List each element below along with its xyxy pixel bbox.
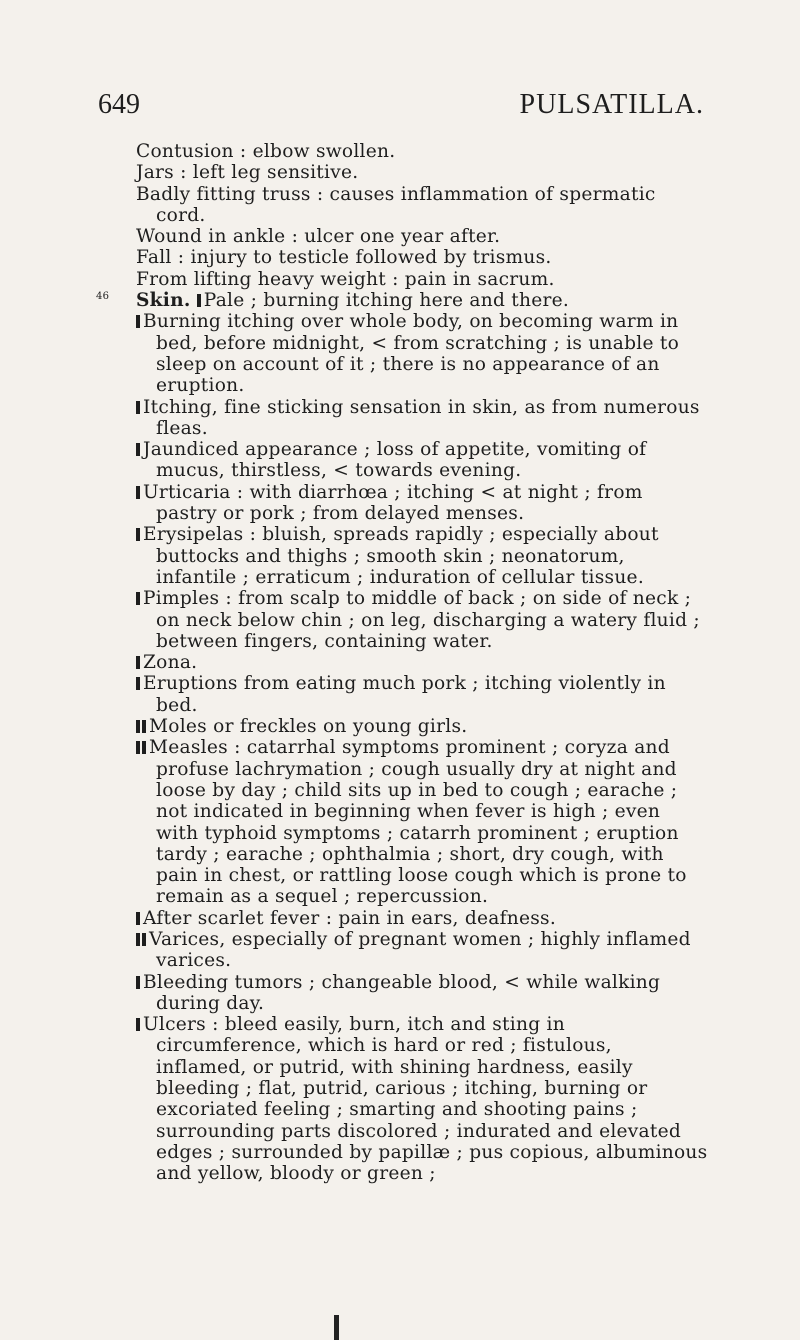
emphasis-mark — [136, 315, 140, 328]
symptom-text: Ulcers : bleed easily, burn, itch and sting in circumference, which is hard or red ; fistulous, inflamed, or putrid, with shining hardness, easily bleeding ; flat, putrid, carious ; itching, burning or excoriated feeling ; smarting and shooting pains ; surrounding parts discolored ; indurated and elevated edges ; surrounded by papillæ ; pus copious, albuminous and yellow, bloody or green ; — [143, 1014, 708, 1185]
symptom-text: Varices, especially of pregnant women ; highly inflamed varices. — [149, 928, 691, 972]
symptom-entry — [136, 716, 708, 737]
paragraph: Wound in ankle : ulcer one year after. — [136, 226, 501, 248]
paragraph: Badly fitting truss : causes inflammation of spermatic cord. — [136, 183, 656, 226]
text-body — [96, 141, 708, 1185]
emphasis-mark — [136, 443, 140, 456]
emphasis-mark — [142, 720, 146, 733]
symptom-entry — [136, 673, 708, 716]
symptom-entry — [136, 524, 708, 588]
symptom-text: Urticaria : with diarrhœa ; itching < at night ; from pastry or pork ; from delayed menses. — [143, 481, 643, 525]
symptom-text: Jaundiced appearance ; loss of appetite, vomiting of mucus, thirstless, < towards evening. — [143, 439, 647, 482]
running-title: PULSATILLA. — [519, 89, 704, 120]
emphasis-mark — [136, 486, 140, 499]
symptom-entry — [136, 588, 708, 652]
emphasis-mark — [136, 976, 140, 989]
symptom-entry — [136, 929, 708, 972]
symptom-entry — [136, 972, 708, 1015]
symptom-text: Eruptions from eating much pork ; itching violently in bed. — [143, 673, 666, 716]
symptom-text: Measles : catarrhal symptoms prominent ; coryza and profuse lachrymation ; cough usually dry at night and loose by day ; child sits up in bed to cough ; earache ; not indicated in beginning when fever is high ; even with typhoid symptoms ; catarrh prominent ; eruption tardy ; earache ; ophthalmia ; short, dry cough, with pain in chest, or rattling loose cough which is prone to remain as a sequel ; repercussion. — [149, 737, 687, 908]
symptom-text: Burning itching over whole body, on becoming warm in bed, before midnight, < from scratching ; is unable to sleep on account of it ; there is no appearance of an eruption. — [143, 311, 680, 397]
emphasis-mark — [136, 592, 140, 605]
emphasis-mark — [136, 656, 140, 669]
symptom-text: After scarlet fever : pain in ears, deafness. — [143, 907, 556, 929]
emphasis-mark — [136, 933, 140, 946]
symptom-entry — [136, 908, 708, 929]
emphasis-mark — [197, 294, 201, 307]
page-number: 649 — [98, 89, 140, 120]
emphasis-mark — [136, 1018, 140, 1031]
skin-section-start: 46 Skin. Pale ; burning itching here and there. — [96, 290, 570, 312]
paragraph-text: Pale ; burning itching here and there. — [203, 290, 570, 312]
emphasis-mark — [136, 912, 140, 925]
symptom-text: Pimples : from scalp to middle of back ; on side of neck ; on neck below chin ; on leg, discharging a watery fluid ; between fingers, containing water. — [143, 588, 700, 652]
section-heading: Skin. — [136, 290, 191, 312]
symptom-entry — [136, 737, 708, 907]
paragraph: Jars : left leg sensitive. — [136, 162, 359, 184]
page-edge-mark — [334, 1315, 339, 1340]
emphasis-mark — [142, 933, 146, 946]
paragraph: From lifting heavy weight : pain in sacrum. — [136, 268, 555, 290]
symptom-text: Erysipelas : bluish, spreads rapidly ; especially about buttocks and thighs ; smooth skin ; neonatorum, infantile ; erraticum ; induration of cellular tissue. — [143, 524, 659, 588]
symptom-entry — [136, 397, 708, 440]
emphasis-mark — [136, 720, 140, 733]
symptom-text: Bleeding tumors ; changeable blood, < while walking during day. — [143, 971, 661, 1014]
emphasis-mark — [136, 741, 140, 754]
emphasis-mark — [136, 401, 140, 414]
symptom-entry — [136, 482, 708, 525]
paragraph: Contusion : elbow swollen. — [136, 141, 396, 162]
symptom-entry — [136, 439, 708, 482]
symptom-text: Zona. — [143, 652, 198, 674]
symptom-text: Itching, fine sticking sensation in skin, as from numerous fleas. — [143, 396, 700, 439]
emphasis-mark — [142, 741, 146, 754]
symptom-entry — [136, 311, 708, 396]
emphasis-mark — [136, 677, 140, 690]
symptom-list — [136, 311, 708, 1184]
symptom-entry — [136, 652, 708, 673]
emphasis-mark — [136, 528, 140, 541]
symptom-text: Moles or freckles on young girls. — [149, 716, 468, 738]
paragraph: Fall : injury to testicle followed by trismus. — [136, 247, 552, 269]
symptom-entry — [136, 1014, 708, 1184]
